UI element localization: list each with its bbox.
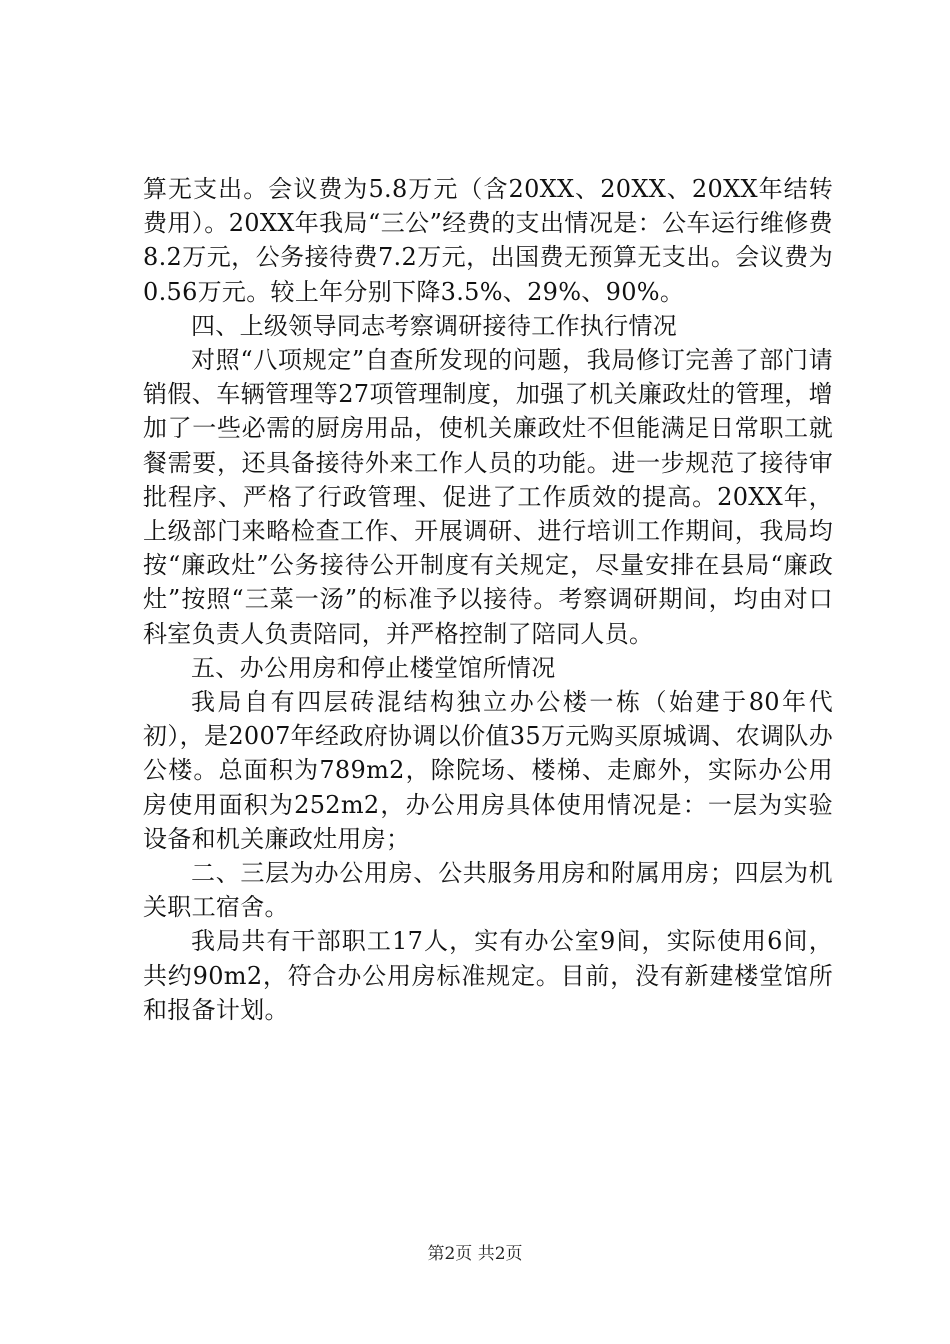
paragraph-staff-offices: 我局共有干部职工17人，实有办公室9间，实际使用6间，共约90m2，符合办公用房标准规定。目前，没有新建楼堂馆所和报备计划。	[143, 927, 833, 1024]
page-number-footer: 第2页 共2页	[427, 1244, 523, 1264]
section-heading-office-buildings: 五、办公用房和停止楼堂馆所情况	[191, 653, 556, 682]
section-heading-inspection-reception: 四、上级领导同志考察调研接待工作执行情况	[191, 311, 677, 340]
paragraph-reception-rules: 对照“八项规定”自查所发现的问题，我局修订完善了部门请销假、车辆管理等27项管理制度，加强了机关廉政灶的管理，增加了一些必需的厨房用品，使机关廉政灶不但能满足日常职工就餐需要，还具备接待外来工作人员的功能。进一步规范了接待审批程序、严格了行政管理、促进了工作质效的提高。20XX年，上级部门来略检查工作、开展调研、进行培训工作期间，我局均按“廉政灶”公务接待公开制度有关规定，尽量安排在县局“廉政灶”按照“三菜一汤”的标准予以接待。考察调研期间，均由对口科室负责人负责陪同，并严格控制了陪同人员。	[143, 346, 833, 648]
document-body	[143, 172, 833, 1027]
paragraph-office-building: 我局自有四层砖混结构独立办公楼一栋（始建于80年代初），是2007年经政府协调以价值35万元购买原城调、农调队办公楼。总面积为789m2，除院场、楼梯、走廊外，实际办公用房使用面积为252m2，办公用房具体使用情况是：一层为实验设备和机关廉政灶用房；	[143, 688, 833, 853]
paragraph-floor-usage: 二、三层为办公用房、公共服务用房和附属用房；四层为机关职工宿舍。	[143, 859, 833, 922]
paragraph-expense-summary: 算无支出。会议费为5.8万元（含20XX、20XX、20XX年结转费用）。20XX年我局“三公”经费的支出情况是：公车运行维修费8.2万元，公务接待费7.2万元，出国费无预算无支出。会议费为0.56万元。较上年分别下降3.5%、29%、90%。	[143, 175, 833, 306]
